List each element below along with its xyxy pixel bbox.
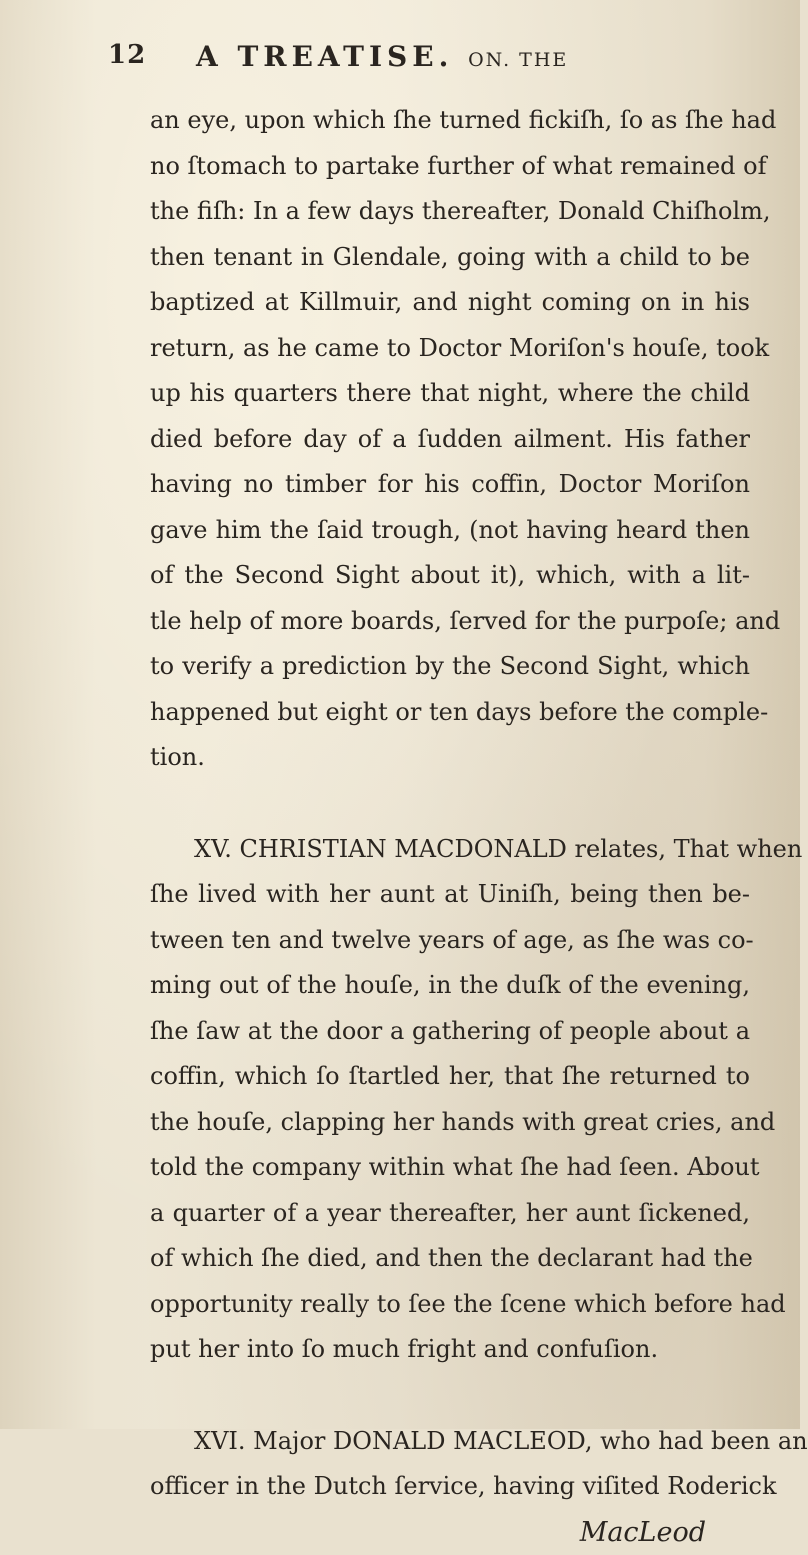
text-line: coffin, which ſo ſtartled her, that ſhe returned to	[150, 1062, 750, 1090]
text-line: return, as he came to Doctor Moriſon's houſe, took	[150, 333, 770, 362]
text-line: ming out of the houſe, in the duſk of the evening,	[150, 971, 750, 999]
text-line: the fiſh: In a few days thereafter, Donald Chiſholm,	[150, 197, 771, 225]
catchword: MacLeod	[579, 1516, 706, 1548]
text-line: an eye, upon which ſhe turned fickiſh, ſo as ſhe had	[150, 106, 777, 134]
text-line: having no timber for his coffin, Doctor Moriſon	[150, 470, 750, 498]
text-line: put her into ſo much fright and confuſion.	[150, 1335, 659, 1363]
paragraph-gap	[150, 1373, 750, 1419]
text-line: gave him the ſaid trough, (not having heard then	[150, 515, 750, 544]
text-line: XVI. Major DONALD MACLEOD, who had been an	[194, 1426, 808, 1455]
text-line: XV. CHRISTIAN MACDONALD relates, That when	[194, 834, 803, 863]
text-line: told the company within what ſhe had ſeen. About	[150, 1153, 760, 1181]
text-line: ſhe lived with her aunt at Uiniſh, being then be-	[150, 880, 750, 908]
text-line: then tenant in Glendale, going with a child to be	[150, 242, 750, 271]
text-line: the houſe, clapping her hands with great cries, and	[150, 1107, 776, 1136]
text-line: baptized at Killmuir, and night coming on in his	[150, 288, 750, 316]
paragraph-continuation	[150, 98, 781, 781]
body-text	[150, 98, 808, 1555]
text-line: a quarter of a year thereafter, her aunt ſickened,	[150, 1198, 750, 1227]
text-line: up his quarters there that night, where the child	[150, 379, 750, 407]
running-title-small: ON. THE	[468, 49, 569, 71]
running-title-main: A TREATISE.	[196, 40, 454, 73]
text-line: tween ten and twelve years of age, as ſhe was co-	[150, 925, 754, 954]
paragraph-xvi	[150, 1419, 808, 1510]
text-line: of which ſhe died, and then the declarant had the	[150, 1244, 753, 1272]
text-line: ſhe ſaw at the door a gathering of people about a	[150, 1016, 750, 1045]
text-line: happened but eight or ten days before the comple-	[150, 697, 769, 726]
running-title	[196, 40, 568, 73]
page-number: 12	[108, 40, 147, 70]
text-line: no ſtomach to partake further of what remained of	[150, 151, 767, 180]
running-head	[108, 40, 728, 84]
text-line: officer in the Dutch ſervice, having viſited Roderick	[150, 1472, 777, 1500]
paragraph-gap	[150, 781, 750, 827]
text-line: to verify a prediction by the Second Sight, which	[150, 652, 750, 680]
text-line: opportunity really to ſee the ſcene which before had	[150, 1289, 786, 1318]
text-line: of the Second Sight about it), which, with a lit-	[150, 561, 750, 589]
text-line: tion.	[150, 743, 205, 771]
paragraph-xv	[150, 827, 803, 1373]
text-line: died before day of a ſudden ailment. His father	[150, 424, 750, 453]
text-line: tle help of more boards, ſerved for the purpoſe; and	[150, 606, 781, 635]
